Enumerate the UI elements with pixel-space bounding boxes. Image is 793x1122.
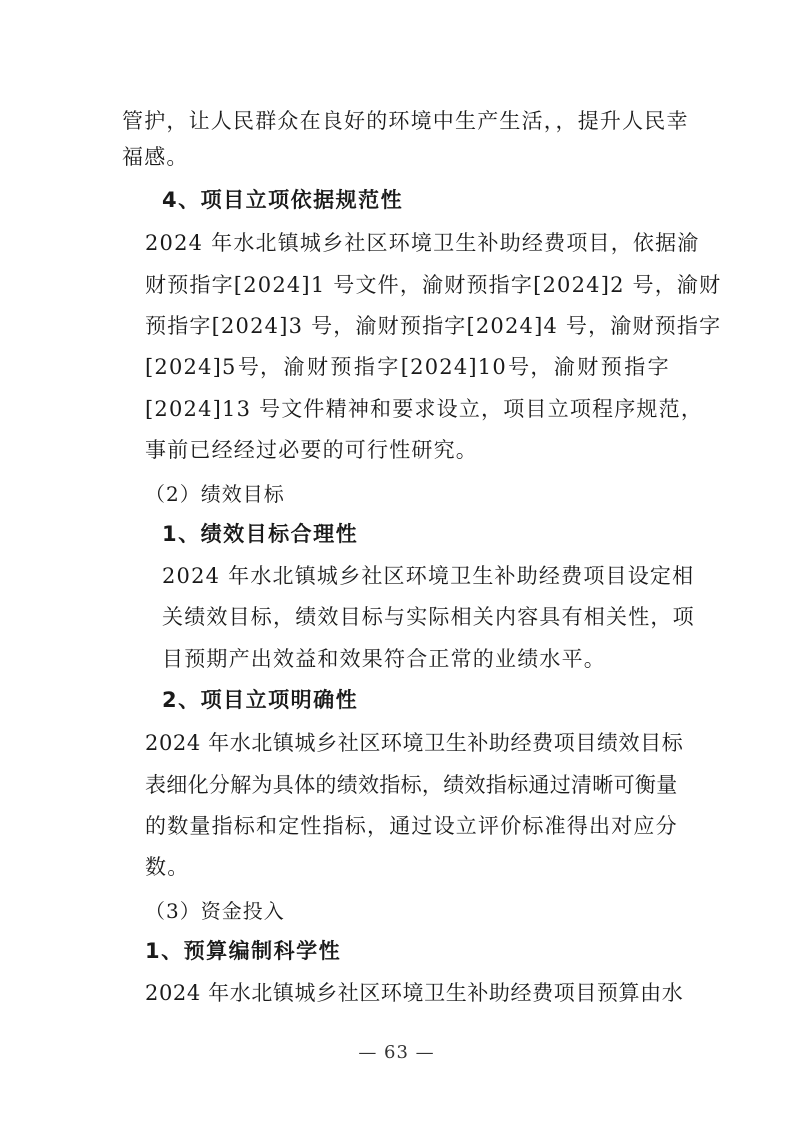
text-segment: 号， xyxy=(508,355,553,379)
text-segment: 字 xyxy=(647,355,670,379)
paragraph-line: 数。 xyxy=(145,855,190,879)
paragraph-line: 福感。 xyxy=(122,145,189,169)
section-subtitle: （3）资金投入 xyxy=(145,899,285,923)
text-segment: 指 xyxy=(353,355,377,379)
page-number: — 63 — xyxy=(358,1042,435,1063)
paragraph-line: 2024 年水北镇城乡社区环境卫生补助经费项目绩效目标 xyxy=(145,731,684,755)
text-segment: 财 xyxy=(577,355,600,379)
text-segment: [2024]10 xyxy=(400,355,507,379)
section-heading: 1、绩效目标合理性 xyxy=(162,522,359,546)
text-segment: 号， xyxy=(237,355,283,379)
paragraph-line: 预指字[2024]3 号，渝财预指字[2024]4 号，渝财预指字 xyxy=(145,314,722,338)
section-subtitle: （2）绩效目标 xyxy=(145,482,285,506)
section-heading: 1、预算编制科学性 xyxy=(145,939,342,963)
paragraph-line: 事前已经经过必要的可行性研究。 xyxy=(145,438,478,462)
section-heading: 4、项目立项依据规范性 xyxy=(162,188,404,212)
text-segment: 渝 xyxy=(553,355,577,379)
paragraph-line: 财预指字[2024]1 号文件，渝财预指字[2024]2 号，渝财 xyxy=(145,273,722,297)
paragraph-line-justified xyxy=(145,355,670,379)
text-segment: 预 xyxy=(330,355,353,379)
section-heading: 2、项目立项明确性 xyxy=(162,688,359,712)
paragraph-line: 的数量指标和定性指标，通过设立评价标准得出对应分 xyxy=(145,814,678,838)
paragraph-line: 关绩效目标，绩效目标与实际相关内容具有相关性，项 xyxy=(162,605,695,629)
text-segment: 指 xyxy=(624,355,647,379)
paragraph-line: 2024 年水北镇城乡社区环境卫生补助经费项目预算由水 xyxy=(145,981,684,1005)
paragraph-line: [2024]13 号文件精神和要求设立，项目立项程序规范， xyxy=(145,397,704,421)
paragraph-line: 表细化分解为具体的绩效指标，绩效指标通过清晰可衡量 xyxy=(145,773,678,797)
paragraph-line: 目预期产出效益和效果符合正常的业绩水平。 xyxy=(162,647,606,671)
text-segment: 财 xyxy=(306,355,330,379)
text-segment: 预 xyxy=(600,355,623,379)
text-segment: 渝 xyxy=(283,355,306,379)
text-segment: 字 xyxy=(377,355,400,379)
paragraph-line: 管护，让人民群众在良好的环境中生产生活，，提升人民幸 xyxy=(122,109,689,133)
paragraph-line: 2024 年水北镇城乡社区环境卫生补助经费项目，依据渝 xyxy=(145,231,700,255)
text-segment: [2024]5 xyxy=(145,355,237,379)
paragraph-line: 2024 年水北镇城乡社区环境卫生补助经费项目设定相 xyxy=(162,564,695,588)
